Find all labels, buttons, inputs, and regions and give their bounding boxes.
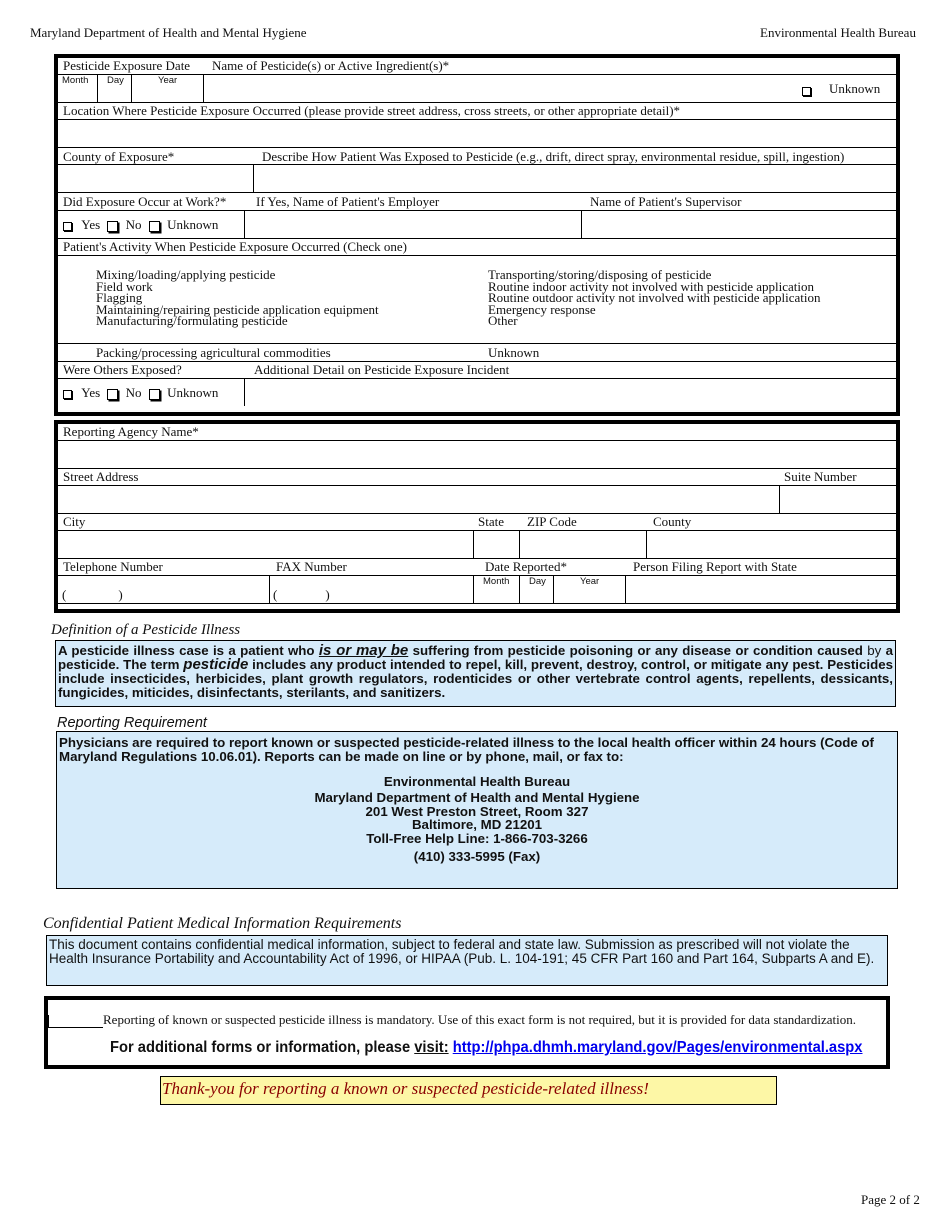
activity-label: Patient's Activity When Pesticide Exposure Occurred (Check one) xyxy=(63,239,407,254)
confidential-title: Confidential Patient Medical Information Requirements xyxy=(43,915,402,932)
activity-option[interactable]: Field work xyxy=(96,278,153,294)
additional-detail-label: Additional Detail on Pesticide Exposure Incident xyxy=(254,362,510,377)
address-line-1: Environmental Health Bureau xyxy=(383,774,571,789)
address-line-2: Maryland Department of Health and Mental Hygiene xyxy=(314,789,640,805)
suite-number-input[interactable] xyxy=(780,486,896,512)
state-label: State xyxy=(478,514,504,529)
environmental-link[interactable]: http://phpa.dhmh.maryland.gov/Pages/environmental.aspx xyxy=(452,1039,863,1056)
work-yes-label: Yes xyxy=(81,217,101,232)
activity-option[interactable]: Other xyxy=(488,313,518,328)
additional-detail-input[interactable] xyxy=(245,379,896,405)
location-input[interactable] xyxy=(58,120,896,146)
others-exposed-label: Were Others Exposed? xyxy=(63,362,182,377)
supervisor-label: Name of Patient's Supervisor xyxy=(590,194,742,209)
fax-number: (410) 333-5995 (Fax) xyxy=(413,848,541,864)
others-yes-label: Yes xyxy=(81,385,101,400)
others-no-checkbox[interactable] xyxy=(107,389,118,400)
work-yes-checkbox[interactable] xyxy=(63,222,72,231)
reported-day-label: Day xyxy=(529,576,546,587)
county-label: County xyxy=(653,514,692,529)
zip-input[interactable] xyxy=(520,531,645,557)
others-yes-checkbox[interactable] xyxy=(63,390,72,399)
confidential-box xyxy=(46,935,888,986)
unknown-pesticide-checkbox[interactable] xyxy=(802,82,811,100)
county-input[interactable] xyxy=(647,531,896,557)
pesticide-name-label: Name of Pesticide(s) or Active Ingredient(s)* xyxy=(212,58,450,73)
person-filing-label: Person Filing Report with State xyxy=(633,559,797,574)
others-unknown-checkbox[interactable] xyxy=(149,389,160,400)
describe-exposure-input[interactable] xyxy=(254,165,896,191)
county-exposure-input[interactable] xyxy=(58,165,252,191)
work-no-label: No xyxy=(125,217,142,232)
work-exposure-label: Did Exposure Occur at Work?* xyxy=(63,194,227,209)
address-line-3: 201 West Preston Street, Room 327 xyxy=(365,804,589,819)
agency-name-input[interactable] xyxy=(58,441,896,467)
fax-label: FAX Number xyxy=(276,559,347,574)
street-address-input[interactable] xyxy=(58,486,778,512)
person-filing-input[interactable] xyxy=(626,576,896,602)
definition-title: Definition of a Pesticide Illness xyxy=(51,622,241,638)
activity-option[interactable]: Transporting/storing/disposing of pesticide xyxy=(488,267,712,282)
header-right: Environmental Health Bureau xyxy=(760,25,916,40)
activity-option[interactable]: Emergency response xyxy=(488,301,596,317)
others-no-label: No xyxy=(125,385,142,400)
telephone-label: Telephone Number xyxy=(63,559,163,574)
is-or-may-be-emphasis: is or may be xyxy=(318,642,409,659)
work-yes-no-options[interactable] xyxy=(63,217,218,233)
additional-info: For additional forms or information, please visit: http://phpa.dhmh.maryland.gov/Pages/environmental.aspx xyxy=(110,1039,863,1056)
suite-number-label: Suite Number xyxy=(784,469,857,484)
address-line-4: Baltimore, MD 21201 xyxy=(411,817,543,832)
describe-exposure-label: Describe How Patient Was Exposed to Pesticide (e.g., drift, direct spray, environmental residue, spill, ingestion) xyxy=(262,149,845,164)
header-left: Maryland Department of Health and Mental Hygiene xyxy=(30,25,307,40)
date-reported-label: Date Reported* xyxy=(485,559,567,574)
work-no-checkbox[interactable] xyxy=(107,221,118,232)
confidential-text: This document contains confidential medical information, subject to federal and state law. Submission as prescribed will not violate the Health Insurance Portability and Accountability Act of 1996, or HIPAA (Pub. L. 104-191; 45 CFR Part 160 and Part 164, Subparts A and E). xyxy=(49,937,875,966)
telephone-input[interactable]: ( ) xyxy=(62,587,123,602)
activity-option[interactable]: Routine outdoor activity not involved with pesticide application xyxy=(488,290,821,305)
activity-unknown[interactable]: Unknown xyxy=(488,345,540,360)
reporting-box xyxy=(56,731,898,889)
activity-packing[interactable]: Packing/processing agricultural commodities xyxy=(96,345,331,360)
state-input[interactable] xyxy=(474,531,518,557)
exposure-day-label: Day xyxy=(107,75,124,86)
thank-you-text: Thank-you for reporting a known or suspected pesticide-related illness! xyxy=(162,1079,649,1098)
fax-input[interactable]: ( ) xyxy=(273,587,330,602)
city-label: City xyxy=(63,514,86,529)
activity-right-list xyxy=(488,269,821,327)
reporting-title: Reporting Requirement xyxy=(57,715,207,731)
zip-label: ZIP Code xyxy=(527,514,577,529)
exposure-date-label: Pesticide Exposure Date xyxy=(63,58,191,73)
activity-option[interactable]: Maintaining/repairing pesticide application equipment xyxy=(96,301,379,317)
help-line: Toll-Free Help Line: 1-866-703-3266 xyxy=(366,831,588,846)
others-unknown-label: Unknown xyxy=(167,385,219,400)
county-exposure-label: County of Exposure* xyxy=(63,149,175,164)
footer-box xyxy=(44,996,890,1069)
supervisor-input[interactable] xyxy=(582,211,896,237)
work-unknown-checkbox[interactable] xyxy=(149,221,160,232)
activity-option[interactable]: Manufacturing/formulating pesticide xyxy=(96,313,288,328)
street-address-label: Street Address xyxy=(63,469,139,484)
unknown-pesticide-label: Unknown xyxy=(829,81,881,96)
page-number: Page 2 of 2 xyxy=(861,1192,920,1207)
city-input[interactable] xyxy=(58,531,472,557)
exposure-year-label: Year xyxy=(158,75,178,86)
reported-year-label: Year xyxy=(580,576,600,587)
reported-month-label: Month xyxy=(483,576,510,587)
reporting-text: Physicians are required to report known or suspected pesticide-related illness to the local health officer within 24 hours (Code of Maryland Regulations 10.06.01). Reports can be made on line or by phone, mail, or fax to: xyxy=(59,735,874,764)
work-unknown-label: Unknown xyxy=(167,217,219,232)
exposure-month-label: Month xyxy=(62,75,89,86)
activity-option[interactable]: Routine indoor activity not involved with pesticide application xyxy=(488,278,815,294)
employer-label: If Yes, Name of Patient's Employer xyxy=(256,194,440,209)
location-label: Location Where Pesticide Exposure Occurred (please provide street address, cross streets, or other appropriate detail)* xyxy=(63,103,681,118)
others-yes-no-options[interactable] xyxy=(63,385,218,401)
employer-input[interactable] xyxy=(245,211,580,237)
definition-box: A pesticide illness case is a patient who is or may be suffering from pesticide poisoning or any disease or condition caused by a pesticide. The term pesticide includes any product intended to repel, kill, prevent, destroy, control, or mitigate any pest. Pesticides include insecticides, herbicides, plant growth regulators, rodenticides or other vertebrate control agents, repellents, dessicants, fungicides, miticides, disinfectants, sterilants, and sanitizers. xyxy=(55,640,896,707)
pesticide-emphasis: pesticide xyxy=(183,656,249,673)
activity-left-list xyxy=(96,269,379,327)
mandatory-note: Reporting of known or suspected pesticide illness is mandatory. Use of this exact form is not required, but it is provided for data standardization. xyxy=(48,1012,856,1028)
activity-option[interactable]: Flagging xyxy=(96,290,143,305)
activity-option[interactable]: Mixing/loading/applying pesticide xyxy=(96,267,276,282)
agency-name-label: Reporting Agency Name* xyxy=(63,424,199,439)
